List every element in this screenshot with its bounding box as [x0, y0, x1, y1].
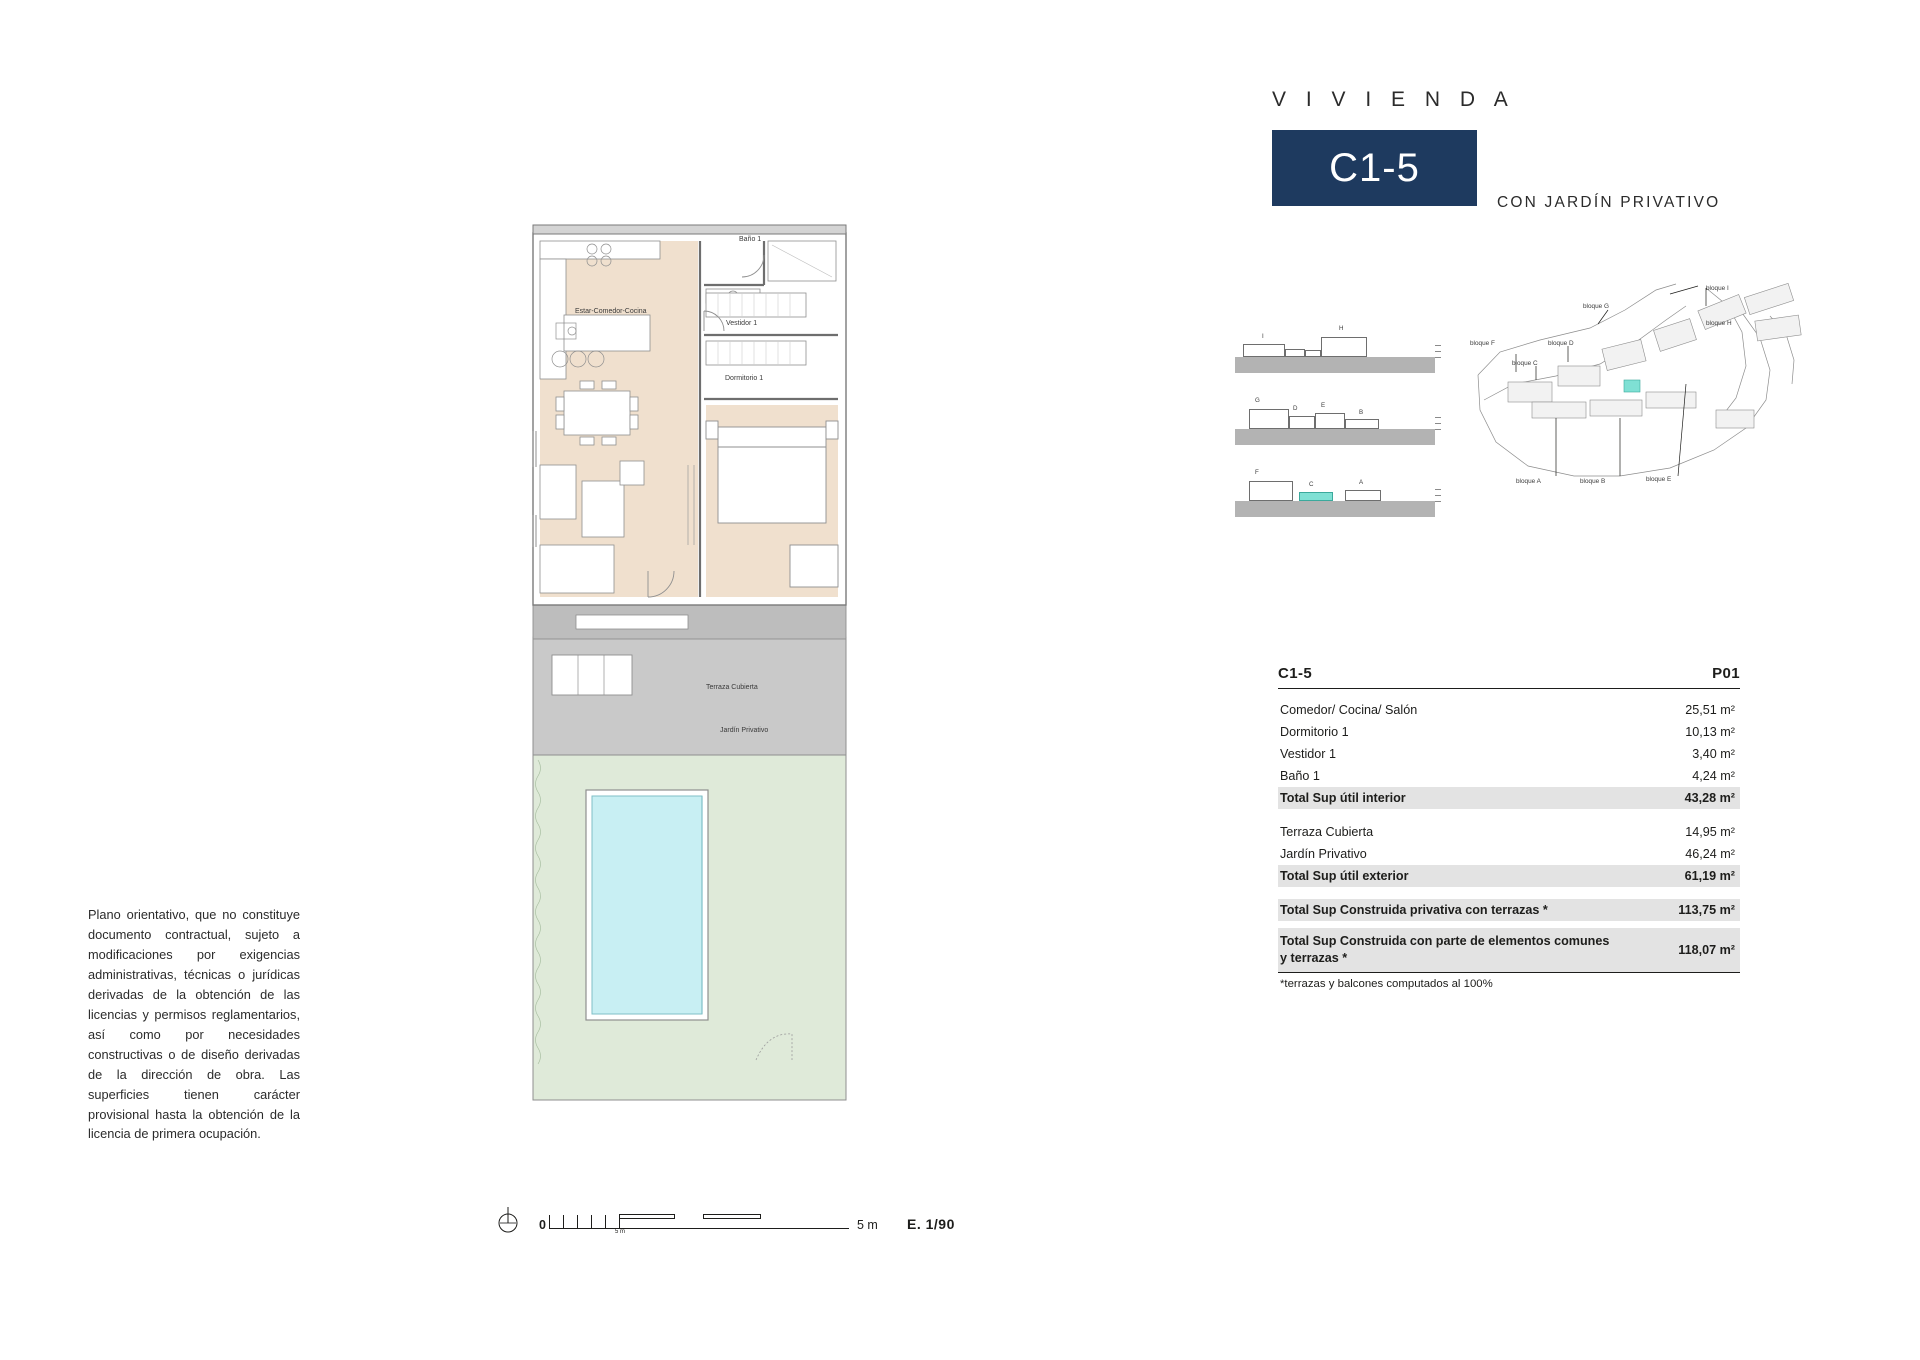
table-row — [1278, 721, 1740, 743]
elev-block — [1243, 344, 1285, 357]
room-label: Dormitorio 1 — [1280, 724, 1349, 739]
room-label: Comedor/ Cocina/ Salón — [1280, 702, 1418, 717]
built-private-row — [1278, 899, 1740, 921]
elev-letter: H — [1339, 325, 1344, 332]
ground-line — [1235, 357, 1435, 373]
room-label: Baño 1 — [1280, 768, 1320, 783]
elev-letter: F — [1255, 469, 1259, 476]
room-label-dressing: Vestidor 1 — [726, 320, 758, 327]
elev-block — [1249, 481, 1293, 501]
room-area: 25,51 m² — [1685, 702, 1735, 717]
room-label: Vestidor 1 — [1280, 746, 1337, 761]
scale-segment — [619, 1214, 675, 1219]
site-label: bloque G — [1583, 303, 1609, 310]
total-label: Total Sup Construida privativa con terrazas * — [1280, 902, 1548, 917]
table-row — [1278, 843, 1740, 865]
site-label: bloque F — [1470, 340, 1495, 347]
table-row — [1278, 743, 1740, 765]
ground-line — [1235, 429, 1435, 445]
unit-code-label: C1-5 — [1329, 145, 1420, 190]
total-area: 43,28 m² — [1684, 790, 1735, 805]
elev-letter: E — [1321, 402, 1326, 409]
room-label: Jardín Privativo — [1280, 846, 1367, 861]
surface-table — [1278, 665, 1740, 990]
scale-five-label: 5 m — [857, 1218, 878, 1232]
total-area: 113,75 m² — [1678, 902, 1735, 917]
table-header — [1278, 665, 1740, 689]
elevation-diagrams — [1235, 315, 1435, 531]
table-row — [1278, 765, 1740, 787]
disclaimer-text: Plano orientativo, que no constituye documento contractual, sujeto a modificaciones por exigencias administrativas, técnicas o jurídicas derivadas de la obtención de las licencias y permisos reglamentarios, así como por necesidades constructivas o de diseño derivadas de la dirección de obra. Las superficies tienen carácter provisional hasta la obtención de la licencia de primera ocupación. — [88, 907, 300, 1142]
table-floor-code: P01 — [1712, 665, 1740, 682]
room-label-bedroom: Dormitorio 1 — [725, 375, 764, 382]
elev-block — [1321, 337, 1367, 357]
table-row — [1278, 699, 1740, 721]
room-label-bath: Baño 1 — [739, 236, 762, 243]
page-title: V I V I E N D A — [1272, 88, 1515, 111]
room-label: Terraza Cubierta — [1280, 824, 1374, 839]
room-area: 10,13 m² — [1685, 724, 1735, 739]
site-highlight-unit — [1624, 380, 1640, 392]
elev-block — [1305, 350, 1321, 357]
table-unit-code: C1-5 — [1278, 665, 1313, 682]
room-area: 4,24 m² — [1692, 768, 1735, 783]
scale-zero-label: 0 — [539, 1218, 546, 1232]
floor-plan — [528, 215, 853, 1115]
exterior-rows — [1278, 821, 1740, 887]
site-label: bloque I — [1706, 285, 1729, 292]
elev-letter: G — [1255, 397, 1260, 404]
header — [1272, 88, 1792, 211]
site-label: bloque A — [1516, 478, 1541, 485]
room-label-living: Estar-Comedor-Cocina — [575, 308, 647, 315]
total-area: 61,19 m² — [1684, 868, 1735, 883]
key-plans — [1235, 285, 1815, 545]
room-area: 14,95 m² — [1685, 824, 1735, 839]
elev-letter: A — [1359, 479, 1364, 486]
site-plan — [1470, 280, 1815, 530]
site-label: bloque H — [1706, 320, 1732, 327]
interior-total-row — [1278, 787, 1740, 809]
elev-block-highlight — [1299, 492, 1333, 501]
elev-block — [1289, 416, 1315, 429]
elev-block — [1345, 419, 1379, 429]
scale-bar — [495, 1205, 975, 1253]
room-label-terrace: Terraza Cubierta — [706, 684, 758, 691]
elev-block — [1285, 349, 1305, 357]
elevation-row-2 — [1235, 387, 1435, 445]
elev-block — [1249, 409, 1289, 429]
site-plan-drawing — [1470, 280, 1815, 530]
scale-small-label: 5 m — [615, 1229, 626, 1235]
ground-line — [1235, 501, 1435, 517]
north-arrow-icon — [495, 1207, 521, 1233]
total-label: Total Sup útil exterior — [1280, 868, 1409, 883]
site-label: bloque C — [1512, 360, 1538, 367]
elev-block — [1345, 490, 1381, 501]
exterior-total-row — [1278, 865, 1740, 887]
scale-segment — [703, 1214, 761, 1219]
unit-code-badge — [1272, 130, 1477, 206]
room-area: 3,40 m² — [1692, 746, 1735, 761]
elev-block — [1315, 413, 1345, 429]
table-footnote: *terrazas y balcones computados al 100% — [1280, 978, 1493, 990]
built-common-row — [1278, 928, 1740, 972]
elevation-row-1 — [1235, 315, 1435, 373]
scale-ticks — [549, 1215, 849, 1229]
total-label: Total Sup Construida con parte de elementos comunes y terrazas * — [1280, 934, 1610, 965]
scale-ratio-label: E. 1/90 — [907, 1216, 955, 1232]
total-area: 118,07 m² — [1678, 942, 1735, 957]
room-label-garden: Jardín Privativo — [720, 727, 769, 734]
elevation-row-3 — [1235, 459, 1435, 517]
elev-letter: B — [1359, 409, 1364, 416]
site-label: bloque E — [1646, 476, 1672, 483]
elev-letter: I — [1262, 333, 1264, 340]
site-label: bloque D — [1548, 340, 1574, 347]
site-label: bloque B — [1580, 478, 1606, 485]
floor-plan-drawing — [528, 215, 853, 1115]
room-area: 46,24 m² — [1685, 846, 1735, 861]
table-row — [1278, 821, 1740, 843]
header-subtitle: CON JARDÍN PRIVATIVO — [1497, 194, 1721, 211]
elev-letter: C — [1309, 481, 1314, 488]
elev-letter: D — [1293, 405, 1298, 412]
interior-rows — [1278, 699, 1740, 809]
total-label: Total Sup útil interior — [1280, 790, 1406, 805]
